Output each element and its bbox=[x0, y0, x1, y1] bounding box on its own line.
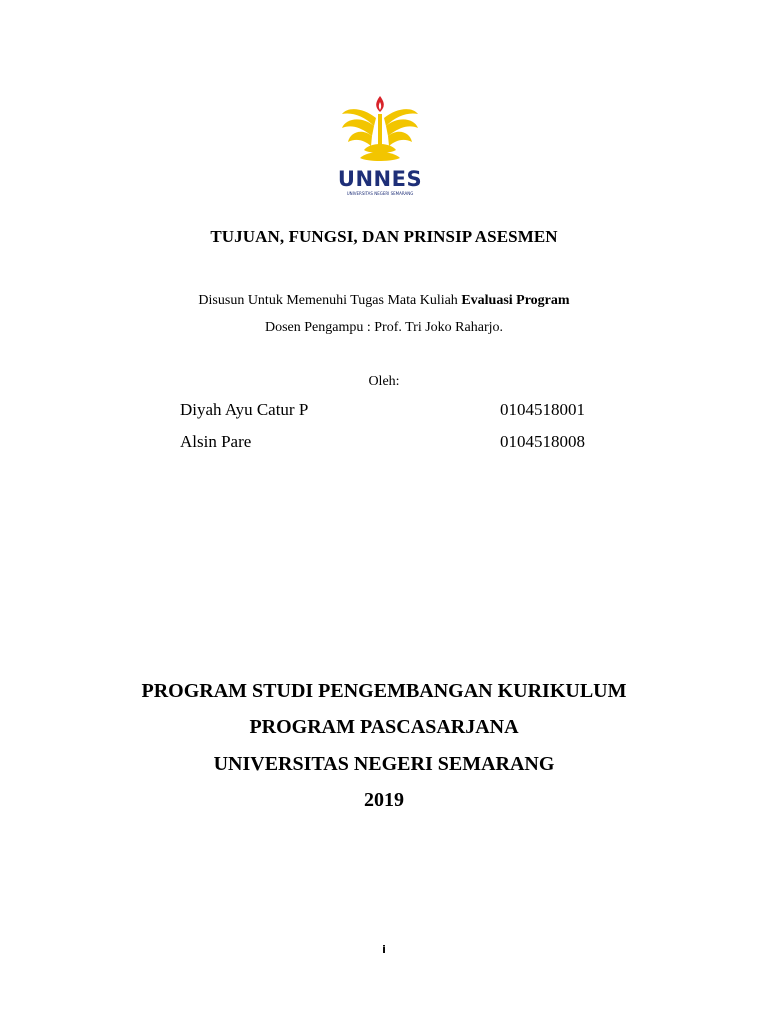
author-row bbox=[180, 432, 600, 454]
unnes-emblem-icon bbox=[334, 92, 426, 170]
author-name: Diyah Ayu Catur P bbox=[180, 400, 309, 419]
course-name: Evaluasi Program bbox=[461, 293, 570, 308]
purpose-line bbox=[0, 293, 768, 309]
university-name: UNIVERSITAS NEGERI SEMARANG bbox=[213, 753, 555, 775]
by-label: Oleh: bbox=[368, 374, 400, 389]
purpose-prefix: Disusun Untuk Memenuhi Tugas Mata Kuliah bbox=[198, 293, 462, 308]
program-name: PROGRAM STUDI PENGEMBANGAN KURIKULUM bbox=[141, 680, 627, 702]
lecturer-line: Dosen Pengampu : Prof. Tri Joko Raharjo. bbox=[265, 320, 503, 335]
page-number: i bbox=[382, 943, 386, 956]
author-name: Alsin Pare bbox=[180, 432, 252, 451]
logo-tagline: UNIVERSITAS NEGERI SEMARANG bbox=[346, 191, 414, 196]
author-row bbox=[180, 400, 600, 422]
author-nim: 0104518008 bbox=[500, 432, 585, 451]
document-title: TUJUAN, FUNGSI, DAN PRINSIP ASESMEN bbox=[210, 227, 558, 246]
year: 2019 bbox=[364, 789, 404, 811]
logo-wordmark: UNNES bbox=[337, 167, 423, 191]
author-nim: 0104518001 bbox=[500, 400, 585, 419]
unnes-logo bbox=[334, 92, 426, 202]
school-name: PROGRAM PASCASARJANA bbox=[249, 716, 519, 738]
